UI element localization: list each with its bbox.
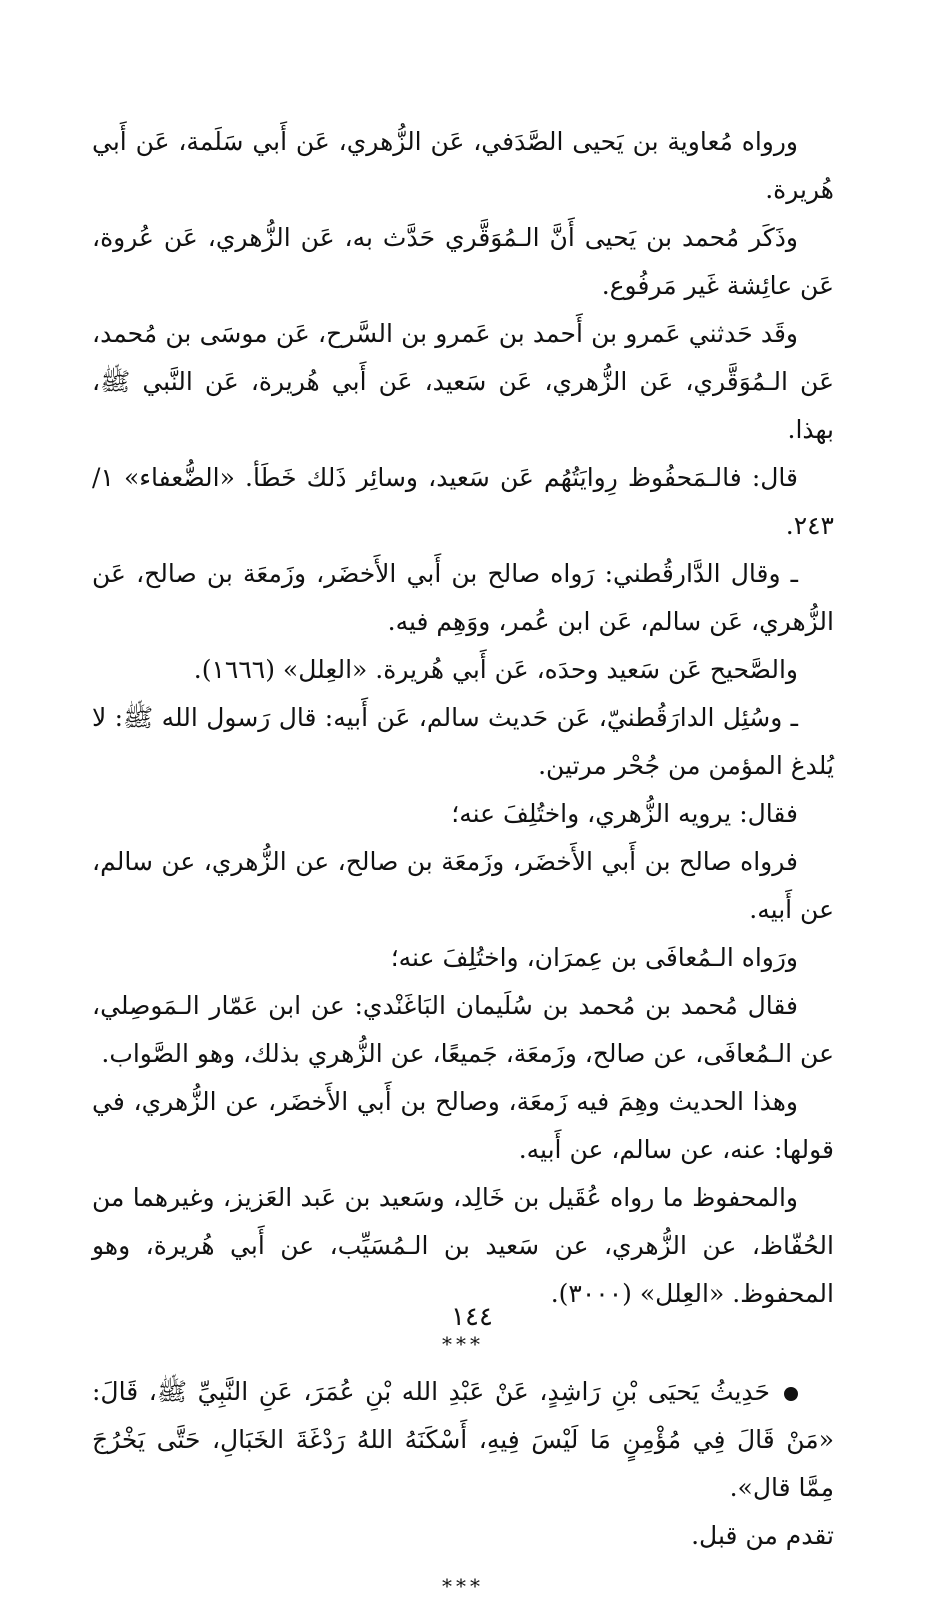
hadith-entry (92, 1368, 834, 1512)
paragraph-daraqutni-saying: ـ وقال الدَّارقُطني: رَواه صالح بن أَبي الأَخضَر، وزَمعَة بن صالح، عَن الزُّهري، عَن سالم، عَن ابن عُمر، ووَهِم فيه. (92, 559, 834, 636)
paragraph-duafa-citation: قال: فالـمَحفُوظ رِوايَتُهُم عَن سَعيد، وسائِر ذَلك خَطَأ. «الضُّعفاء» ١/ ٢٤٣. (92, 463, 834, 540)
paragraph-amr-bin-ahmad: وقَد حَدثني عَمرو بن أَحمد بن عَمرو بن السَّرح، عَن موسَى بن مُحمد، عَن الـمُوَقَّري، عَن الزُّهري، عَن سَعيد، عَن أَبي هُريرة، عَن النَّبي ﷺ، بهذا. (92, 319, 834, 444)
paragraph-muawiya-narration: ورواه مُعاوية بن يَحيى الصَّدَفي، عَن الزُّهري، عَن أَبي سَلَمة، عَن أَبي هُريرة. (92, 127, 834, 204)
paragraph-daraqutni-question: ـ وسُئِل الدارَقُطنيّ، عَن حَديث سالم، عَن أَبيه: قال رَسول الله ﷺ: لا يُلدغ المؤمن من جُحْر مرتين. (92, 703, 834, 780)
paragraph-zuhri-differences: فقال: يرويه الزُّهري، واختُلِفَ عنه؛ (451, 799, 798, 828)
section-separator: *** (442, 1332, 484, 1356)
hadith-text: حَدِيثُ يَحيَى بْنِ رَاشِدٍ، عَنْ عَبْدِ الله بْنِ عُمَرَ، عَنِ النَّبِيِّ ﷺ، قَالَ: «مَنْ قَالَ فِي مُؤْمِنٍ مَا لَيْسَ فِيهِ، أَسْكَنَهُ اللهُ رَدْغَةَ الخَبَالِ، حَتَّى يَخْرُجَ مِمَّا قال». (92, 1377, 834, 1502)
paragraph-ilal-1666: والصَّحيح عَن سَعيد وحدَه، عَن أَبي هُريرة. «العِلل» (١٦٦٦). (193, 655, 798, 684)
paragraph-baghandi: فقال مُحمد بن مُحمد بن سُلَيمان البَاغَنْدي: عن ابن عَمّار الـمَوصِلي، عن الـمُعافَى، عن صالح، وزَمعَة، جَميعًا، عن الزُّهري بذلك، وهو الصَّواب. (92, 991, 834, 1068)
paragraph-muafa-narration: ورَواه الـمُعافَى بن عِمرَان، واختُلِفَ عنه؛ (390, 943, 798, 972)
page-number: ١٤٤ (451, 1302, 493, 1332)
bullet-icon (784, 1387, 798, 1401)
paragraph-zamaa-error: وهذا الحديث وهِمَ فيه زَمعَة، وصالح بن أَبي الأَخضَر، عن الزُّهري، في قولها: عنه، عن سالم، عن أَبيه. (92, 1087, 834, 1164)
page-body (92, 118, 834, 1610)
paragraph-mahfuz: والمحفوظ ما رواه عُقَيل بن خَالِد، وسَعيد بن عَبد العَزيز، وغيرهما من الحُفّاظ، عن الزُّهري، عن سَعيد بن الـمُسَيِّب، عن أَبي هُريرة، وهو المحفوظ. «العِلل» (٣٠٠٠). (92, 1183, 834, 1308)
hadith-note: تقدم من قبل. (691, 1521, 834, 1550)
paragraph-muhammad-bin-yahya: وذَكَر مُحمد بن يَحيى أَنَّ الـمُوَقَّري حَدَّث به، عَن الزُّهري، عَن عُروة، عَن عائِشة غَير مَرفُوع. (92, 223, 834, 300)
paragraph-salih-narration: فرواه صالح بن أَبي الأَخضَر، وزَمعَة بن صالح، عن الزُّهري، عن سالم، عن أَبيه. (92, 847, 834, 924)
section-separator-end: *** (442, 1574, 484, 1598)
